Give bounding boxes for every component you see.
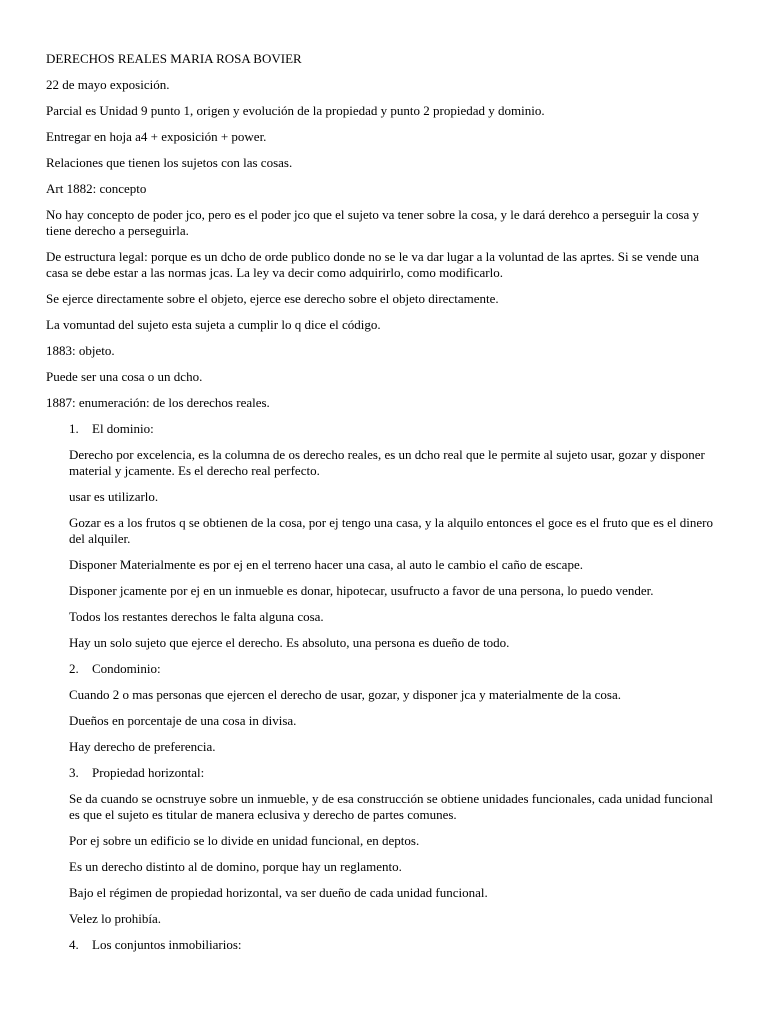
list-number: 4. bbox=[69, 937, 79, 952]
list-heading-text: Los conjuntos inmobiliarios: bbox=[92, 937, 242, 952]
list-item-heading bbox=[69, 421, 724, 437]
list-item-heading bbox=[69, 765, 724, 781]
section-paragraph: Es un derecho distinto al de domino, porque hay un reglamento. bbox=[69, 859, 402, 874]
section-paragraph: Derecho por excelencia, es la columna de os derecho reales, es un dcho real que le permite al sujeto usar, gozar y disponer material y jcamente. Es el derecho real perfecto. bbox=[69, 447, 705, 478]
section-paragraph: Disponer Materialmente es por ej en el terreno hacer una casa, al auto le cambio el caño de escape. bbox=[69, 557, 583, 572]
list-number: 1. bbox=[69, 421, 79, 436]
intro-paragraph: Puede ser una cosa o un dcho. bbox=[46, 369, 203, 384]
intro-paragraph: Se ejerce directamente sobre el objeto, ejerce ese derecho sobre el objeto directamente. bbox=[46, 291, 499, 306]
intro-paragraph: De estructura legal: porque es un dcho de orde publico donde no se le va dar lugar a la voluntad de las aprtes. Si se vende una casa se debe estar a las normas jcas. La ley va decir como adquirirlo, como modificarlo. bbox=[46, 249, 700, 280]
list-number: 3. bbox=[69, 765, 79, 780]
intro-paragraph: 1883: objeto. bbox=[46, 343, 115, 358]
document-title: DERECHOS REALES MARIA ROSA BOVIER bbox=[46, 51, 302, 66]
list-heading-text: Propiedad horizontal: bbox=[92, 765, 205, 780]
list-item-heading bbox=[69, 661, 724, 677]
section-paragraph: Cuando 2 o mas personas que ejercen el derecho de usar, gozar, y disponer jca y materialmente de la cosa. bbox=[69, 687, 621, 702]
intro-paragraph: Art 1882: concepto bbox=[46, 181, 147, 196]
intro-paragraph: Entregar en hoja a4 + exposición + power. bbox=[46, 129, 267, 144]
section-paragraph: Bajo el régimen de propiedad horizontal, va ser dueño de cada unidad funcional. bbox=[69, 885, 488, 900]
section-paragraph: Velez lo prohibía. bbox=[69, 911, 162, 926]
list-number: 2. bbox=[69, 661, 79, 676]
section-paragraph: Disponer jcamente por ej en un inmueble es donar, hipotecar, usufructo a favor de una persona, lo puedo vender. bbox=[69, 583, 654, 598]
section-paragraph: Hay un solo sujeto que ejerce el derecho. Es absoluto, una persona es dueño de todo. bbox=[69, 635, 510, 650]
list-heading-text: Condominio: bbox=[92, 661, 161, 676]
intro-paragraph: Relaciones que tienen los sujetos con las cosas. bbox=[46, 155, 293, 170]
intro-paragraph: La vomuntad del sujeto esta sujeta a cumplir lo q dice el código. bbox=[46, 317, 381, 332]
list-heading-text: El dominio: bbox=[92, 421, 154, 436]
section-paragraph: Gozar es a los frutos q se obtienen de la cosa, por ej tengo una casa, y la alquilo entonces el goce es el fruto que es el dinero del alquiler. bbox=[69, 515, 713, 546]
section-paragraph: Se da cuando se ocnstruye sobre un inmueble, y de esa construcción se obtiene unidades funcionales, cada unidad funcional es que el sujeto es titular de manera eclusiva y derecho de partes comunes. bbox=[69, 791, 714, 822]
section-paragraph: Hay derecho de preferencia. bbox=[69, 739, 216, 754]
section-paragraph: usar es utilizarlo. bbox=[69, 489, 159, 504]
list-item-heading bbox=[69, 937, 724, 953]
section-paragraph: Dueños en porcentaje de una cosa in divisa. bbox=[69, 713, 297, 728]
intro-paragraph: Parcial es Unidad 9 punto 1, origen y evolución de la propiedad y punto 2 propiedad y dominio. bbox=[46, 103, 545, 118]
intro-paragraph: 1887: enumeración: de los derechos reales. bbox=[46, 395, 270, 410]
intro-paragraph: No hay concepto de poder jco, pero es el poder jco que el sujeto va tener sobre la cosa, y le dará derehco a perseguir la cosa y tiene derecho a perseguirla. bbox=[46, 207, 699, 238]
section-paragraph: Todos los restantes derechos le falta alguna cosa. bbox=[69, 609, 324, 624]
section-paragraph: Por ej sobre un edificio se lo divide en unidad funcional, en deptos. bbox=[69, 833, 420, 848]
intro-paragraph: 22 de mayo exposición. bbox=[46, 77, 170, 92]
